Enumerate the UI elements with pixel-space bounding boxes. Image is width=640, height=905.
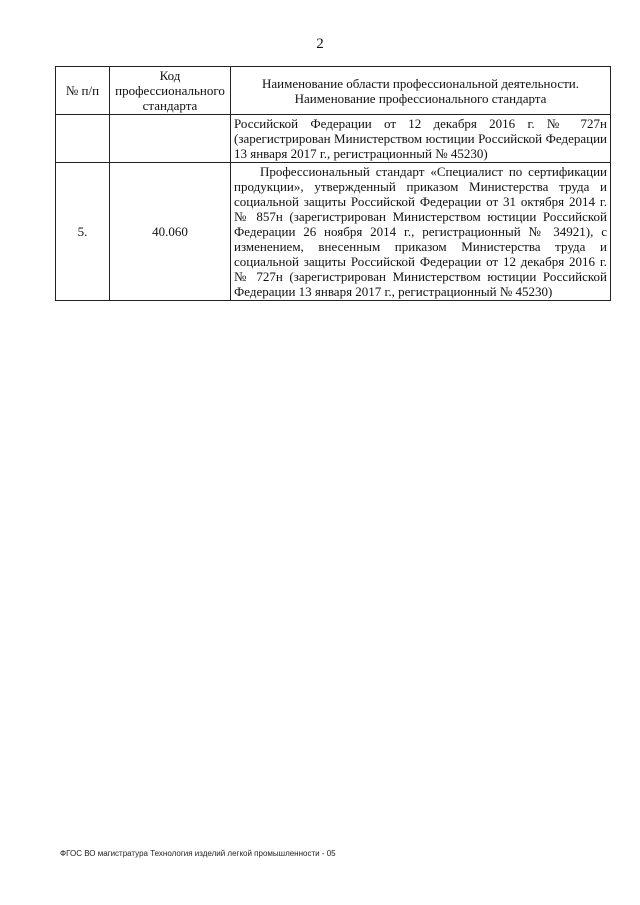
row-standard-name: Российской Федерации от 12 декабря 2016 г. № 727н (зарегистрирован Министерством юстиции Российской Федерации 13 января 2017 г., регистрационный № 45230) [231, 115, 611, 163]
header-name [231, 67, 611, 115]
row-standard-name: Профессиональный стандарт «Специалист по сертификации продукции», утвержденный приказом Министерства труда и социальной защиты Российской Федерации от 31 октября 2014 г. № 857н (зарегистрирован Министерством юстиции Российской Федерации 26 ноября 2014 г., регистрационный № 34921), с изменением, внесенным приказом Министерства труда и социальной защиты Российской Федерации от 12 декабря 2016 г. № 727н (зарегистрирован Министерством юстиции Российской Федерации 13 января 2017 г., регистрационный № 45230) [231, 163, 611, 301]
row-number: 5. [56, 163, 110, 301]
header-name-line2: Наименование профессионального стандарта [294, 90, 547, 106]
table-header-row [56, 67, 611, 115]
header-code: Код профессионального стандарта [110, 67, 231, 115]
row-code [110, 115, 231, 163]
table-row [56, 163, 611, 301]
row-code: 40.060 [110, 163, 231, 301]
document-footer: ФГОС ВО магистратура Технология изделий легкой промышленности - 05 [60, 849, 336, 858]
professional-standards-table [55, 66, 611, 301]
page-number: 2 [316, 36, 324, 52]
row-number [56, 115, 110, 163]
header-name-line1: Наименование области профессиональной деятельности. [261, 75, 579, 91]
table-row [56, 115, 611, 163]
header-number: № п/п [56, 67, 110, 115]
